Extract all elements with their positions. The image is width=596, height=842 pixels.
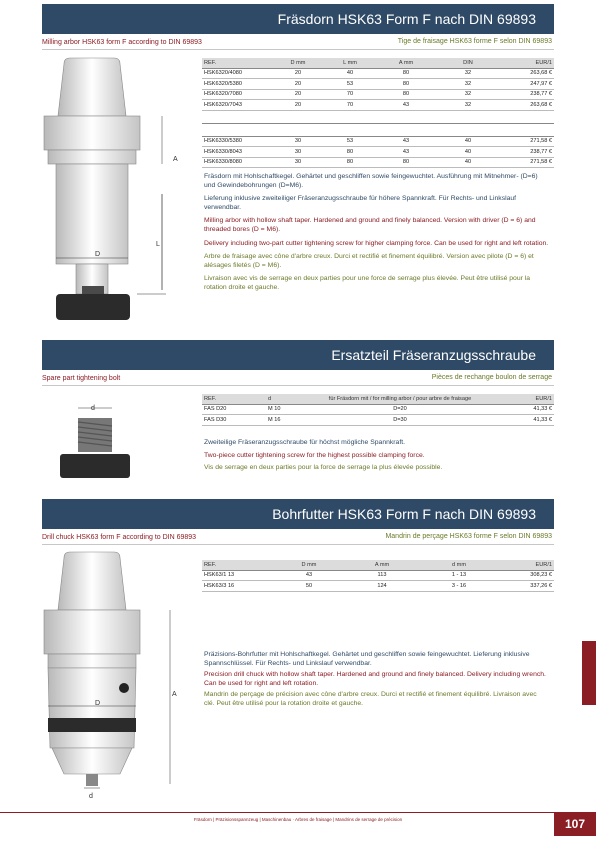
cell-ref: HSK6320/4080 xyxy=(202,68,272,79)
section3-subtitle-en: Drill chuck HSK63 form F according to DIN 69893 xyxy=(42,534,197,541)
table-header xyxy=(202,58,554,68)
dim-d-label: d xyxy=(91,405,95,412)
dim-d-label: d xyxy=(89,793,93,800)
cell: 3 - 16 xyxy=(422,581,496,592)
table-row xyxy=(202,89,554,100)
cell: 43 xyxy=(376,136,436,147)
cell: 80 xyxy=(376,157,436,168)
desc-de: Präzisions-Bohrfutter mit Hohlschaftkegel. Gehärtet und geschliffen sowie feingewuchtet. Lieferung inklusive Spannschlüssel. Für Rechts- und Linkslauf verwendbar. xyxy=(204,651,530,667)
cell-ref: HSK63/3 16 xyxy=(202,581,276,592)
cell: 20 xyxy=(272,79,324,90)
cell-ref: HSK6330/5380 xyxy=(202,136,272,147)
cell-ref: HSK6320/7080 xyxy=(202,89,272,100)
cell: 124 xyxy=(342,581,422,592)
desc-fr: Mandrin de perçage de précision avec cône d'arbre creux. Durci et rectifié et finement équilibré. Livraison avec clé. Peut être utilisé pour la rotation droite et gauche. xyxy=(204,691,537,707)
desc-fr-1: Arbre de fraisage avec cône d'arbre creux. Durci et rectifié et finement équilibré. Version avec pilote (D = 6) et alésages filetés (D = M6). xyxy=(204,253,534,269)
cell: 43 xyxy=(276,570,342,581)
cell: 40 xyxy=(324,68,376,79)
cell-price: 271,58 € xyxy=(500,136,554,147)
cell: M 10 xyxy=(266,404,300,415)
section3-title: Bohrfutter HSK63 Form F nach DIN 69893 xyxy=(42,499,554,529)
cell-price: 271,58 € xyxy=(500,157,554,168)
cell: 43 xyxy=(376,147,436,158)
page-number: 107 xyxy=(554,812,596,836)
cell: D=30 xyxy=(300,415,500,426)
cell: 30 xyxy=(272,147,324,158)
cell: 80 xyxy=(376,68,436,79)
cell: D=20 xyxy=(300,404,500,415)
cell-ref: HSK63/1 13 xyxy=(202,570,276,581)
table-row xyxy=(202,68,554,79)
table-row xyxy=(202,415,554,426)
cell: 20 xyxy=(272,68,324,79)
section3-rule xyxy=(42,544,554,545)
table-header xyxy=(202,560,554,570)
desc-en-2: Delivery including two-part cutter tightening screw for higher clamping force. Can be used for right and left rotation. xyxy=(204,239,549,247)
desc-fr: Vis de serrage en deux parties pour la force de serrage la plus élevée possible. xyxy=(204,464,443,472)
cell-price: 337,26 € xyxy=(496,581,554,592)
section3-price-table xyxy=(202,560,554,592)
dim-D-label: D xyxy=(95,700,101,707)
footer-text: Fräsdorn | Präzisionsspannzeug | Maschinenbau · Arbres de fraisage | Mandrins de serrage de précision xyxy=(193,817,403,822)
cell: 32 xyxy=(436,79,500,90)
cell: 32 xyxy=(436,89,500,100)
cell: 50 xyxy=(276,581,342,592)
col-header: d xyxy=(266,394,300,404)
drill-chuck-drawing xyxy=(42,548,192,804)
section2-description xyxy=(204,439,549,478)
cell: 20 xyxy=(272,89,324,100)
table-row xyxy=(202,136,554,147)
cell: 30 xyxy=(272,157,324,168)
footer-rule xyxy=(0,812,596,813)
section1-subtitle-fr: Tige de fraisage HSK63 forme F selon DIN 69893 xyxy=(397,38,552,45)
table-row xyxy=(202,570,554,581)
table-row xyxy=(202,581,554,592)
cell-price: 263,68 € xyxy=(500,68,554,79)
cell-ref: HSK6330/8043 xyxy=(202,147,272,158)
cell-price: 238,77 € xyxy=(500,147,554,158)
cell-ref: HSK6330/8080 xyxy=(202,157,272,168)
col-header: EUR/1 xyxy=(500,58,554,68)
section2-price-table xyxy=(202,394,554,426)
milling-arbor-drawing xyxy=(42,54,182,324)
cell: 53 xyxy=(324,79,376,90)
section3-subtitle-fr: Mandrin de perçage HSK63 forme F selon DIN 69893 xyxy=(385,533,552,540)
cell: 70 xyxy=(324,100,376,111)
col-header: REF. xyxy=(202,58,272,68)
col-header: d mm xyxy=(422,560,496,570)
cell-price: 41,33 € xyxy=(500,404,554,415)
cell-ref: FAS D20 xyxy=(202,404,266,415)
cell: 32 xyxy=(436,68,500,79)
cell-price: 263,68 € xyxy=(500,100,554,111)
cell: 40 xyxy=(436,157,500,168)
cell-price: 238,77 € xyxy=(500,89,554,100)
cell: 80 xyxy=(324,147,376,158)
section1-title: Fräsdorn HSK63 Form F nach DIN 69893 xyxy=(42,4,554,34)
cell-price: 41,33 € xyxy=(500,415,554,426)
table-row xyxy=(202,157,554,168)
chapter-tab xyxy=(582,641,596,705)
section1-price-table xyxy=(202,58,554,168)
cell: 80 xyxy=(376,89,436,100)
cell: 113 xyxy=(342,570,422,581)
section2-subtitle-en: Spare part tightening bolt xyxy=(42,375,121,382)
section2-title: Ersatzteil Fräseranzugsschraube xyxy=(42,340,554,370)
cell: 1 - 13 xyxy=(422,570,496,581)
table-spacer xyxy=(202,123,554,136)
section2-rule xyxy=(42,385,554,386)
cell: 32 xyxy=(436,100,500,111)
desc-de-1: Fräsdorn mit Hohlschaftkegel. Gehärtet und geschliffen sowie feingewuchtet. Ausführung mit Mitnehmer- (D=6) und Gewindebohrungen (D=M6). xyxy=(204,173,538,189)
cell: 40 xyxy=(436,147,500,158)
col-header: D mm xyxy=(276,560,342,570)
tightening-bolt-drawing xyxy=(56,398,146,484)
table-row xyxy=(202,404,554,415)
table-spacer xyxy=(202,110,554,123)
dim-L-label: L xyxy=(156,241,160,248)
cell-ref: FAS D30 xyxy=(202,415,266,426)
col-header: DIN xyxy=(436,58,500,68)
col-header: EUR/1 xyxy=(500,394,554,404)
section2-subtitle-fr: Pièces de rechange boulon de serrage xyxy=(431,374,552,381)
section1-description xyxy=(204,173,549,298)
desc-de: Zweiteilige Fräseranzugsschraube für höchst mögliche Spannkraft. xyxy=(204,439,405,446)
table-row xyxy=(202,79,554,90)
cell: 40 xyxy=(436,136,500,147)
col-header: L mm xyxy=(324,58,376,68)
cell: 80 xyxy=(376,79,436,90)
desc-en: Two-piece cutter tightening screw for the highest possible clamping force. xyxy=(204,451,425,459)
col-header: REF. xyxy=(202,560,276,570)
section1-subtitle-en: Milling arbor HSK63 form F according to DIN 69893 xyxy=(42,39,202,46)
table-row xyxy=(202,147,554,158)
cell: 80 xyxy=(324,157,376,168)
cell: 43 xyxy=(376,100,436,111)
table-header xyxy=(202,394,554,404)
col-header: EUR/1 xyxy=(496,560,554,570)
desc-de-2: Lieferung inklusive zweiteiliger Fräseranzugsschraube für höhere Spannkraft. Für Rechts- und Linkslauf verwendbar. xyxy=(204,195,517,211)
desc-fr-2: Livraison avec vis de serrage en deux parties pour une force de serrage plus élevée. Peut être utilisé pour la rotation droite et gauche. xyxy=(204,275,531,291)
dim-A-label: A xyxy=(173,156,178,163)
section1-rule xyxy=(42,49,554,50)
dim-D-label: D xyxy=(95,251,101,258)
col-header: A mm xyxy=(376,58,436,68)
col-header: REF. xyxy=(202,394,266,404)
cell: 20 xyxy=(272,100,324,111)
table-row xyxy=(202,100,554,111)
desc-en-1: Milling arbor with hollow shaft taper. Hardened and ground and finely balanced. Version with driver (D = 6) and threaded bores (D = M6). xyxy=(204,217,536,233)
section3-description xyxy=(204,651,549,714)
cell-ref: HSK6320/5380 xyxy=(202,79,272,90)
cell: 70 xyxy=(324,89,376,100)
desc-en: Precision drill chuck with hollow shaft taper. Hardened and ground and finely balanced. Delivery including wrench. Can be used for right and left rotation. xyxy=(204,671,546,687)
cell: 53 xyxy=(324,136,376,147)
dim-A-label: A xyxy=(172,691,177,698)
col-header: für Fräsdorn mit / for milling arbor / pour arbre de fraisage xyxy=(300,394,500,404)
cell-price: 308,23 € xyxy=(496,570,554,581)
col-header: A mm xyxy=(342,560,422,570)
cell: M 16 xyxy=(266,415,300,426)
col-header: D mm xyxy=(272,58,324,68)
cell-price: 247,97 € xyxy=(500,79,554,90)
cell: 30 xyxy=(272,136,324,147)
cell-ref: HSK6320/7043 xyxy=(202,100,272,111)
